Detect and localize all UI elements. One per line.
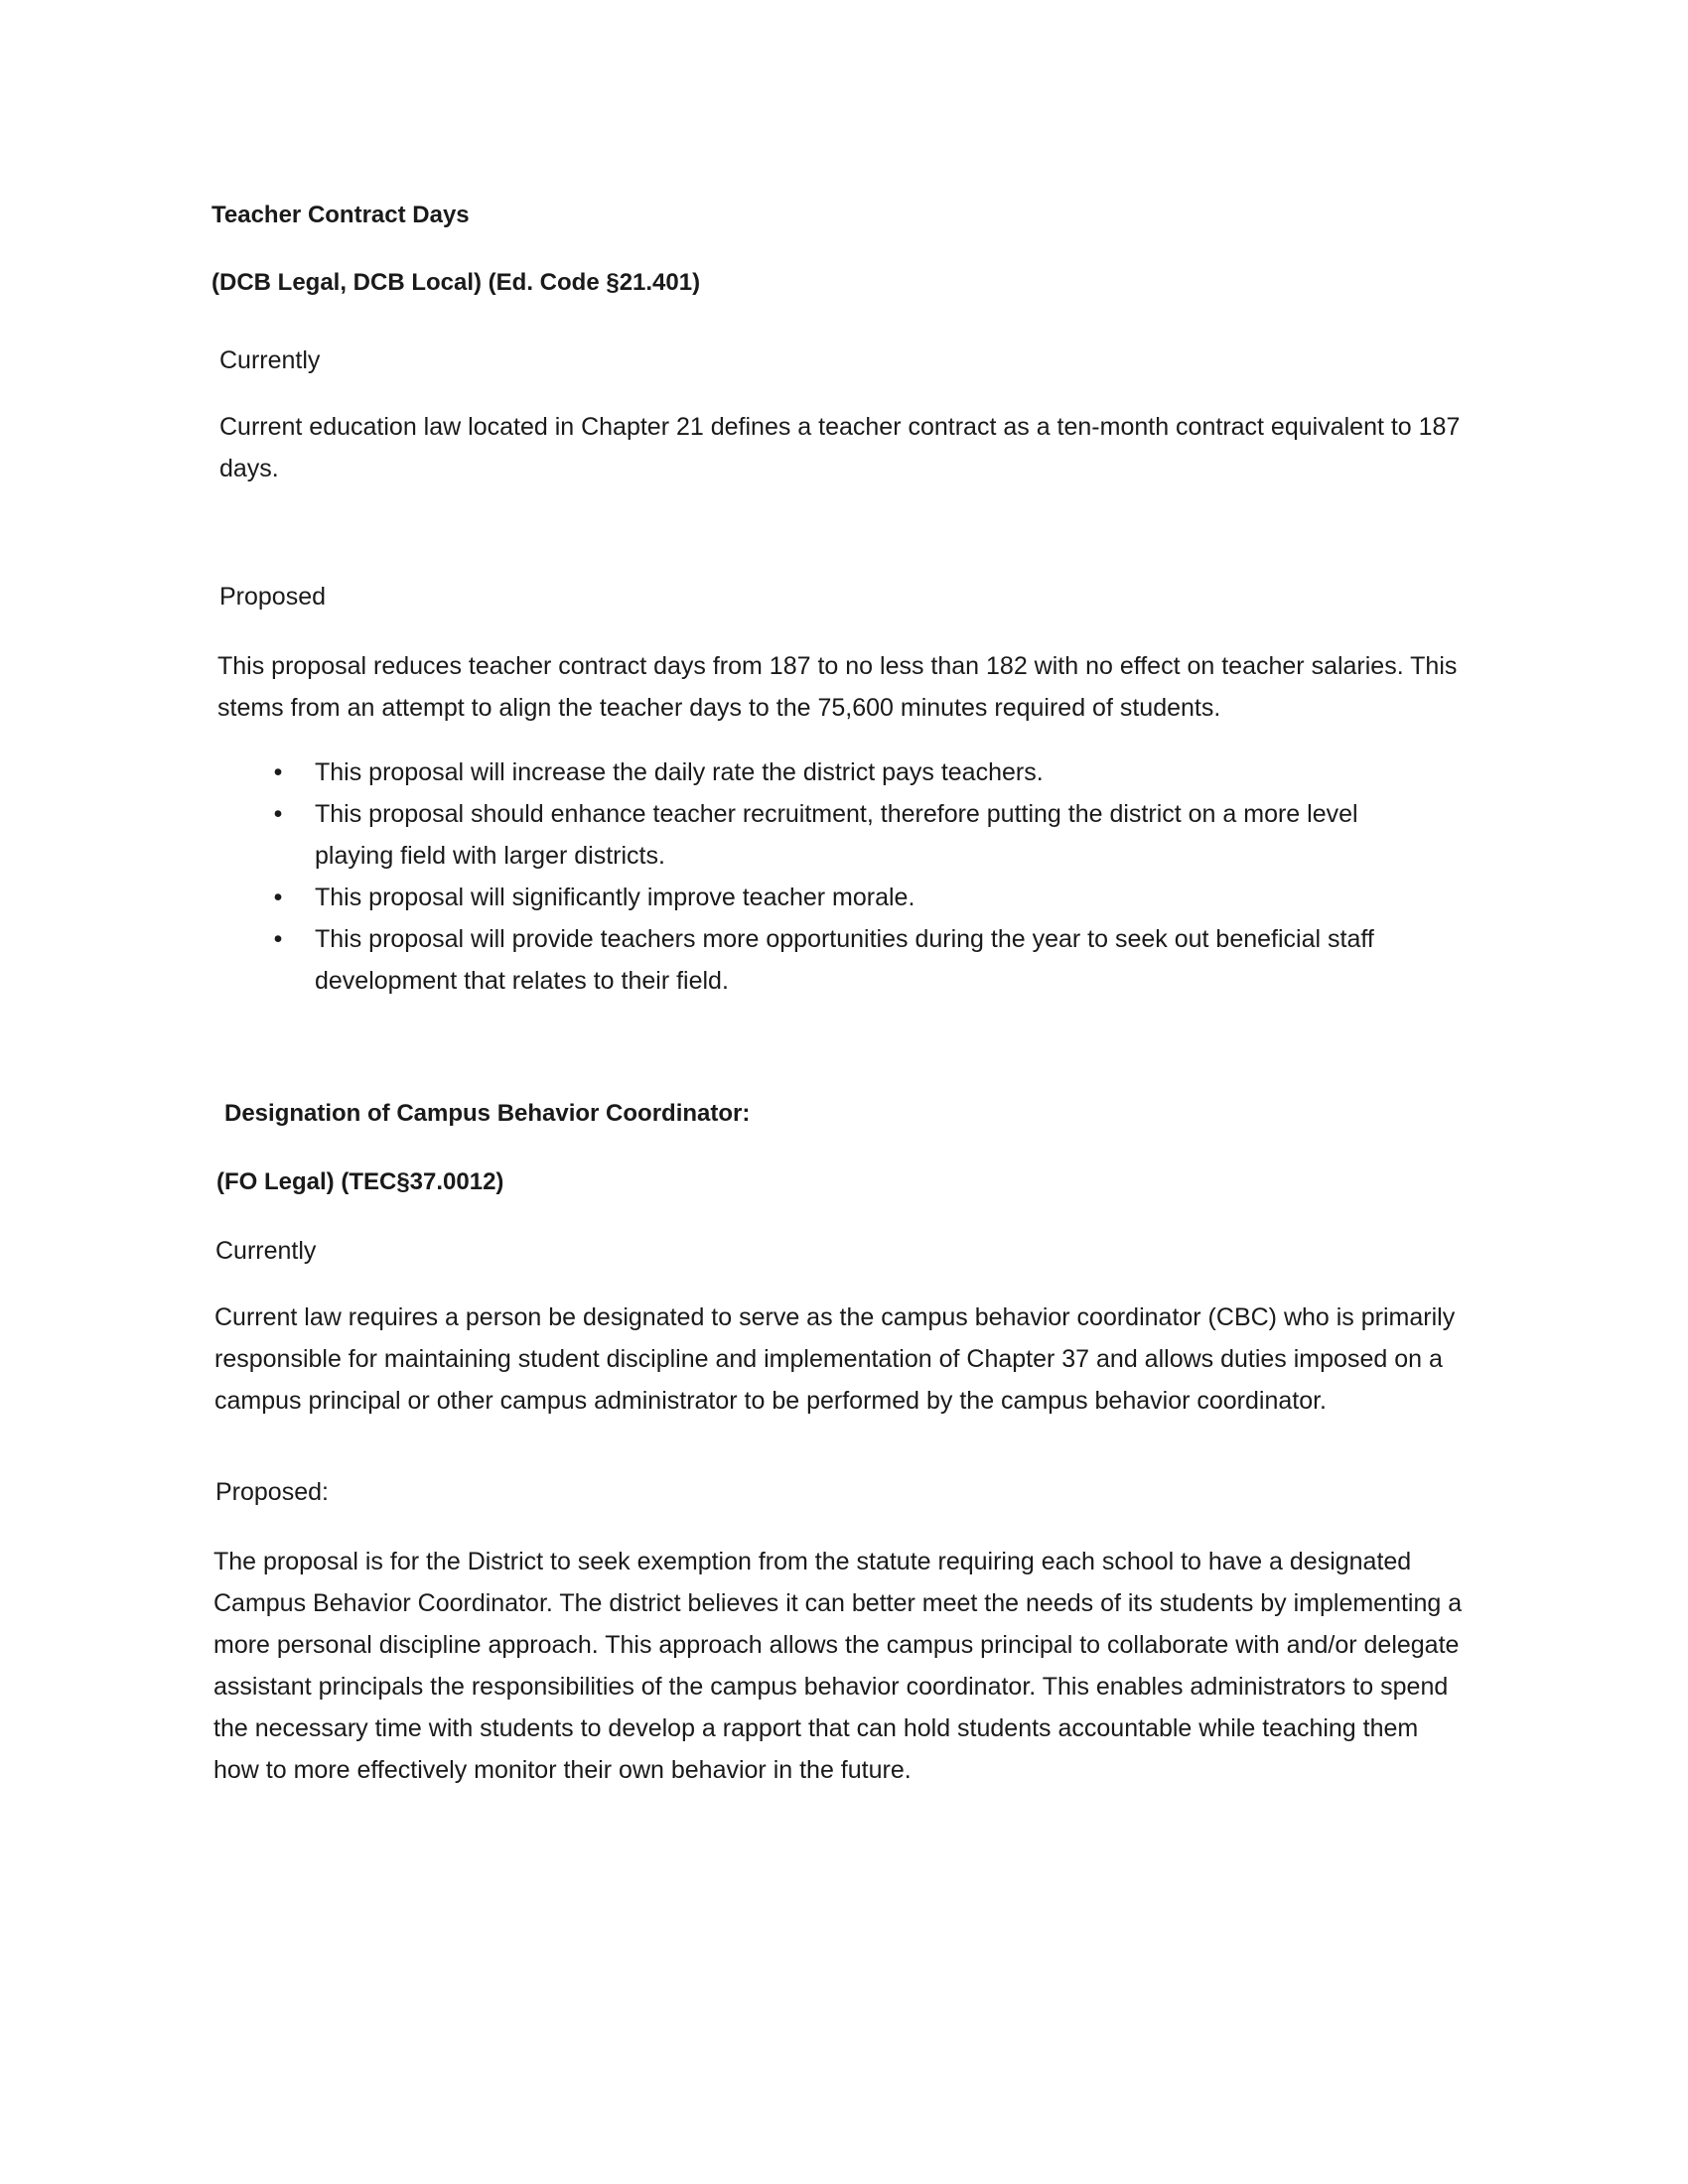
proposed-paragraph: This proposal reduces teacher contract days from 187 to no less than 182 with no effect on teacher salaries. This stems from an attempt to align the teacher days to the 75,600 minutes required of students. (217, 652, 1458, 722)
proposed-paragraph: The proposal is for the District to seek exemption from the statute requiring each school to have a designated Campus Behavior Coordinator. The district believes it can better meet the needs of its students by implementing a more personal discipline approach. This approach allows the campus principal to collaborate with and/or delegate assistant principals the responsibilities of the campus behavior coordinator. This enables administrators to spend the necessary time with students to develop a rapport that can hold students accountable while teaching them how to more effectively monitor their own behavior in the future. (213, 1548, 1463, 1784)
current-label: Currently (215, 1237, 317, 1265)
bullet-icon: • (273, 884, 283, 911)
section-title-campus-behavior-coordinator: Designation of Campus Behavior Coordinator: (224, 1100, 751, 1127)
current-label: Currently (219, 346, 321, 374)
list-item (268, 793, 1410, 877)
list-item (268, 918, 1410, 1002)
list-item-text: This proposal should enhance teacher recruitment, therefore putting the district on a more level playing field with larger districts. (315, 800, 1358, 870)
list-item-text: This proposal will provide teachers more opportunities during the year to seek out beneficial staff development that relates to their field. (315, 925, 1374, 995)
list-item-text: This proposal will increase the daily rate the district pays teachers. (315, 758, 1044, 786)
section-citation-campus-behavior-coordinator: (FO Legal) (TEC§37.0012) (216, 1168, 504, 1195)
bullet-icon: • (273, 800, 283, 828)
section-citation-teacher-contract-days: (DCB Legal, DCB Local) (Ed. Code §21.401) (211, 269, 701, 296)
bullet-icon: • (273, 925, 283, 953)
current-paragraph: Current education law located in Chapter 21 defines a teacher contract as a ten-month contract equivalent to 187 days. (219, 413, 1461, 482)
list-item-text: This proposal will significantly improve teacher morale. (315, 884, 915, 911)
bullet-icon: • (273, 758, 283, 786)
list-item (268, 877, 1410, 918)
list-item (268, 751, 1410, 793)
section-title-teacher-contract-days: Teacher Contract Days (211, 202, 470, 228)
proposed-label: Proposed (219, 583, 327, 611)
proposal-benefits-list (268, 751, 1410, 1002)
current-paragraph: Current law requires a person be designated to serve as the campus behavior coordinator (CBC) who is primarily responsible for maintaining student discipline and implementation of Chapter 37 and allows duties imposed on a campus principal or other campus administrator to be performed by the campus behavior coordinator. (214, 1303, 1456, 1415)
proposed-label: Proposed: (215, 1478, 329, 1506)
